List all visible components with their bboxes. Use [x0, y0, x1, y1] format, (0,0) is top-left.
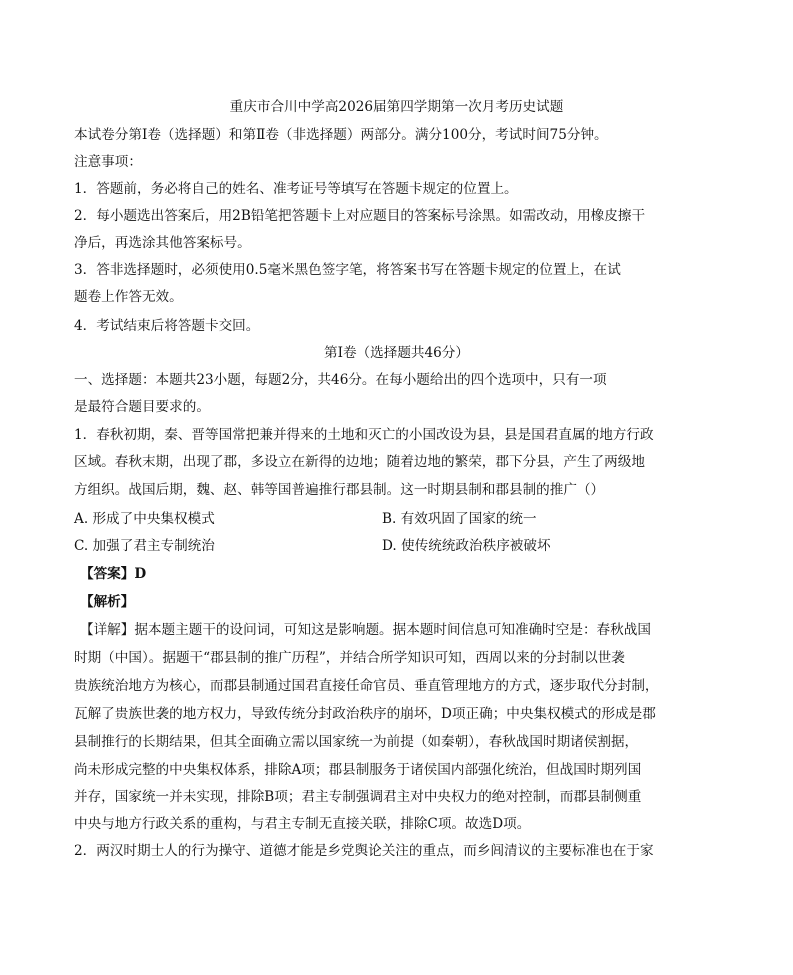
analysis-text: 中央与地方行政关系的重构，与君主专制无直接关联，排除C项。故选D项。: [74, 816, 531, 832]
document-title: 重庆市合川中学高2026届第四学期第一次月考历史试题: [229, 99, 564, 115]
section-title: 第Ⅰ卷（选择题共46分）: [323, 345, 469, 361]
analysis-text: 尚未形成完整的中央集权体系，排除A项；郡县制服务于诸侯国内部强化统治，但战国时期列国: [74, 762, 642, 778]
exam-intro: 本试卷分第Ⅰ卷（选择题）和第Ⅱ卷（非选择题）两部分。满分100分，考试时间75分钟。: [74, 127, 608, 143]
notice-item: 2．每小题选出答案后，用2B铅笔把答题卡上对应题目的答案标号涂黑。如需改动，用橡皮擦干: [74, 208, 646, 224]
analysis-text: 县制推行的长期结果，但其全面确立需以国家统一为前提（如秦朝），春秋战国时期诸侯割据，: [74, 734, 639, 750]
option-c: C. 加强了君主专制统治: [74, 538, 215, 554]
option-d: D. 使传统统政治秩序被破坏: [382, 538, 551, 554]
analysis-label: 【解析】: [80, 594, 135, 610]
analysis-text: 时期（中国）。据题干“郡县制的推广历程”，并结合所学知识可知，西周以来的分封制以世袭: [74, 650, 625, 666]
notice-heading: 注意事项：: [74, 154, 142, 170]
notice-item: 题卷上作答无效。: [74, 289, 183, 305]
question-1-stem: 1．春秋初期，秦、晋等国常把兼并得来的土地和灭亡的小国改设为县，县是国君直属的地方行政: [74, 427, 654, 443]
analysis-text: 瓦解了贵族世袭的地方权力，导致传统分封政治秩序的崩坏，D项正确；中央集权模式的形成是郡: [74, 706, 656, 722]
option-b: B. 有效巩固了国家的统一: [382, 511, 537, 527]
section-instructions: 是最符合题目要求的。: [74, 399, 210, 415]
analysis-text: 并存，国家统一并未实现，排除B项；君主专制强调君主对中央权力的绝对控制，而郡县制侧重: [74, 789, 642, 805]
analysis-text: 贵族统治地方为核心，而郡县制通过国君直接任命官员、垂直管理地方的方式，逐步取代分封制，: [74, 678, 659, 694]
notice-item: 3．答非选择题时，必须使用0.5毫米黑色签字笔，将答案书写在答题卡规定的位置上，在试: [74, 262, 621, 278]
notice-item: 净后，再选涂其他答案标号。: [74, 235, 251, 251]
option-a: A. 形成了中央集权模式: [74, 511, 215, 527]
section-instructions: 一、选择题：本题共23小题，每题2分，共46分。在每小题给出的四个选项中，只有一项: [74, 372, 607, 388]
notice-item: 1．答题前，务必将自己的姓名、准考证号等填写在答题卡规定的位置上。: [74, 181, 518, 197]
question-1-stem: 区域。春秋末期，出现了郡，多设立在新得的边地；随着边地的繁荣，郡下分县，产生了两级地: [74, 454, 645, 470]
notice-item: 4．考试结束后将答题卡交回。: [74, 318, 260, 334]
question-1-stem: 方组织。战国后期，魏、赵、韩等国普遍推行郡县制。这一时期县制和郡县制的推广（）: [74, 482, 605, 498]
analysis-text: 【详解】据本题主题干的设问词，可知这是影响题。据本题时间信息可知准确时空是：春秋战国: [80, 622, 651, 638]
answer-label: 【答案】D: [80, 566, 147, 582]
question-2-stem: 2．两汉时期士人的行为操守、道德才能是乡党舆论关注的重点，而乡闾清议的主要标准也在于家: [74, 843, 654, 859]
